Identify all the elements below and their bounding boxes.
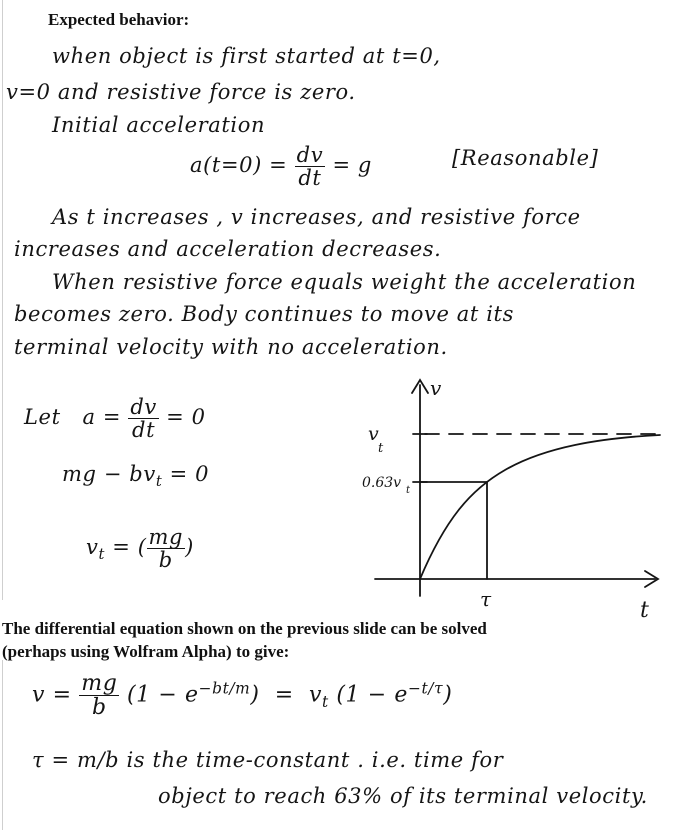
intro-line-2: v=0 and resistive force is zero. xyxy=(6,80,356,104)
fraction-numerator: dv xyxy=(296,143,324,167)
solution-denominator: b xyxy=(91,695,107,721)
b-denominator: b xyxy=(158,548,173,573)
force-balance-left: mg − bv xyxy=(62,462,156,486)
force-balance-sub: t xyxy=(155,473,163,491)
solution-fraction xyxy=(79,672,119,719)
vt-axis-label-sub: t xyxy=(378,441,384,456)
tau-axis-label: τ xyxy=(480,587,492,611)
caption-line-2: (perhaps using Wolfram Alpha) to give: xyxy=(2,642,290,661)
let-rhs: = 0 xyxy=(166,405,206,430)
para-line-1: As t increases , v increases, and resistive force xyxy=(52,205,581,229)
fraction-denominator: dt xyxy=(298,166,322,191)
solution-paren-open: (1 − e xyxy=(127,682,199,708)
x-axis-label: t xyxy=(640,598,649,623)
solution-paren-open-2: (1 − e xyxy=(336,682,408,708)
solution-lhs: v = xyxy=(32,682,72,708)
eq-rhs: = g xyxy=(332,153,372,178)
intro-line-3: Initial acceleration xyxy=(52,113,266,137)
heading: Expected behavior: xyxy=(48,10,190,29)
force-balance-right: = 0 xyxy=(169,462,210,486)
reasonable-note: [Reasonable] xyxy=(452,146,599,170)
x-axis-arrow xyxy=(645,571,658,587)
let-lhs: a = xyxy=(82,405,122,430)
para-line-4: becomes zero. Body continues to move at its xyxy=(14,302,514,326)
solution-vt-sub: t xyxy=(321,692,329,711)
initial-acceleration-equation xyxy=(190,144,372,189)
time-constant-line-2: object to reach 63% of its terminal velocity. xyxy=(158,784,648,808)
vt-axis-label: v xyxy=(368,423,379,445)
mg-numerator: mg xyxy=(148,525,184,549)
frac-axis-label-sub: t xyxy=(406,485,411,496)
let-denominator: dt xyxy=(132,418,156,443)
frac-axis-label: 0.63v xyxy=(362,475,402,491)
vt-sub: t xyxy=(98,546,105,564)
vt-equals: = xyxy=(112,535,131,560)
solution-numerator: mg xyxy=(81,671,118,696)
let-word: Let xyxy=(24,405,61,430)
para-line-5: terminal velocity with no acceleration. xyxy=(14,335,448,359)
intro-line-1: when object is first started at t=0, xyxy=(52,44,441,68)
time-constant-line-1: τ = m/b is the time-constant . i.e. time for xyxy=(32,748,504,772)
solution-paren-close-2: ) xyxy=(443,682,453,708)
left-margin-rule-lower xyxy=(2,660,3,830)
velocity-curve xyxy=(420,435,660,579)
left-margin-rule xyxy=(2,0,3,600)
vt-symbol: v xyxy=(86,535,99,560)
let-equation xyxy=(24,396,206,441)
let-fraction xyxy=(128,396,159,441)
eq-lhs: a(t=0) = xyxy=(190,153,288,178)
let-numerator: dv xyxy=(130,395,157,419)
solution-exponent-2: −t/τ xyxy=(408,679,444,698)
y-axis-label: v xyxy=(430,376,442,400)
solution-paren-close: ) xyxy=(250,682,260,708)
caption-line-1: The differential equation shown on the previous slide can be solved xyxy=(2,619,487,638)
solution-exponent-1: −bt/m xyxy=(198,679,251,698)
mg-over-b-fraction xyxy=(147,526,186,571)
para-line-3: When resistive force equals weight the acceleration xyxy=(52,270,637,294)
para-line-2: increases and acceleration decreases. xyxy=(14,237,442,261)
velocity-solution-equation xyxy=(32,672,452,719)
dv-dt-fraction xyxy=(295,144,326,189)
solution-equals: = xyxy=(274,682,294,708)
y-axis-arrow xyxy=(412,380,428,393)
terminal-velocity-equation: $v_t$ = ( $\frac{mg}{b}$ ) xyxy=(86,525,194,573)
solution-vt: v xyxy=(308,682,322,708)
force-balance-equation xyxy=(62,462,209,490)
